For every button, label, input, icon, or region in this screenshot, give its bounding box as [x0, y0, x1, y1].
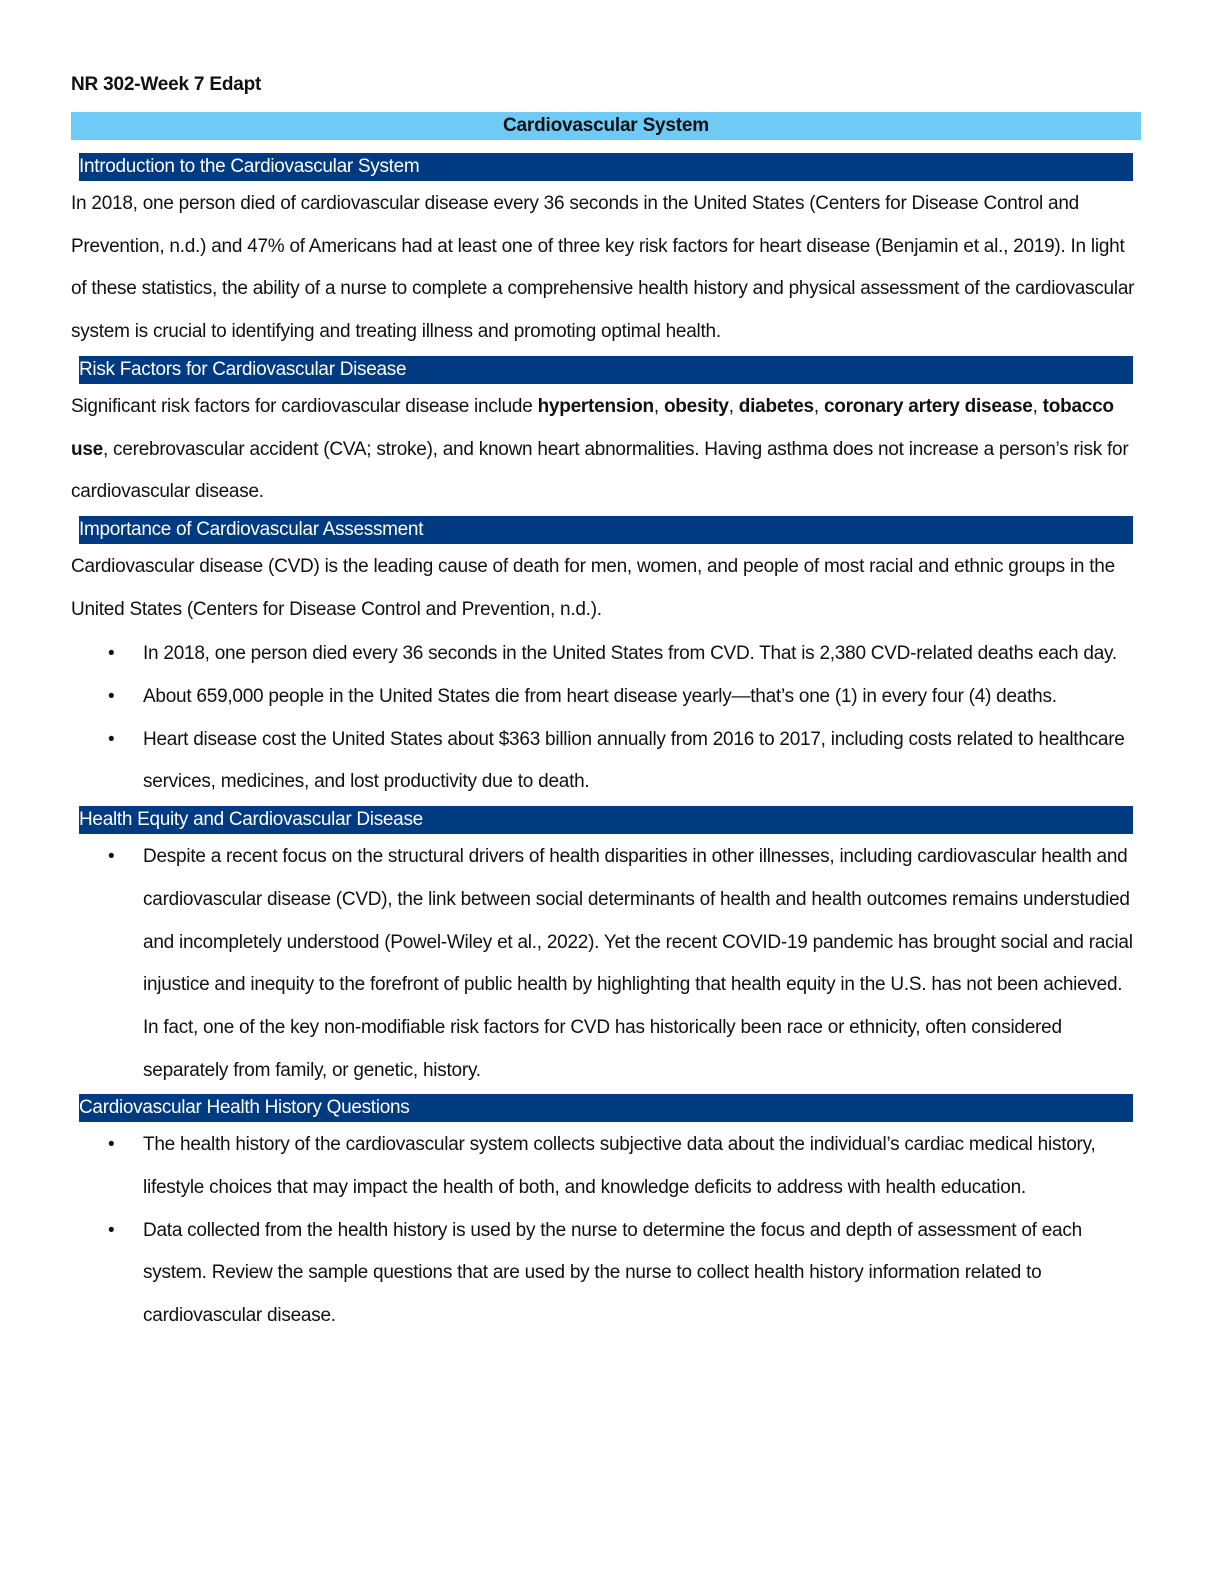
list-item	[71, 1210, 1141, 1338]
section-heading-importance: Importance of Cardiovascular Assessment	[79, 516, 1133, 544]
bullet-icon: •	[108, 686, 115, 708]
risk-sep-4: ,	[1032, 395, 1043, 417]
document-title: NR 302-Week 7 Edapt	[71, 74, 262, 95]
risk-tail: , cerebrovascular accident (CVA; stroke), and known heart abnormalities. Having asthma does not increase a person’s risk for cardiovascular disease.	[71, 438, 1129, 503]
bullet-text: About 659,000 people in the United States die from heart disease yearly—that’s one (1) in every four (4) deaths.	[143, 686, 1057, 708]
risk-sep-3: ,	[813, 395, 824, 417]
bullet-icon: •	[108, 728, 115, 750]
document-page	[71, 70, 1141, 1340]
list-item	[71, 719, 1141, 804]
bullet-icon: •	[108, 846, 115, 868]
list-item	[71, 836, 1141, 1092]
importance-bullet-list	[71, 633, 1141, 804]
risk-obesity: obesity	[663, 395, 729, 417]
main-banner: Cardiovascular System	[71, 112, 1141, 140]
bullet-text: In 2018, one person died every 36 seconds in the United States from CVD. That is 2,380 CVD-related deaths each day.	[143, 643, 1117, 665]
history-bullet-list	[71, 1124, 1141, 1338]
list-item	[71, 676, 1141, 719]
risk-coronary-artery-disease: coronary artery disease	[823, 395, 1033, 417]
risk-tobacco-use: tobacco use	[71, 395, 1114, 460]
bullet-icon: •	[108, 1219, 115, 1241]
risk-sep-2: ,	[728, 395, 739, 417]
bullet-icon: •	[108, 1134, 115, 1156]
risk-factors-paragraph	[71, 386, 1141, 514]
importance-paragraph: Cardiovascular disease (CVD) is the leading cause of death for men, women, and people of most racial and ethnic groups in the United States (Centers for Disease Control and Prevention, n.d.).	[71, 555, 1115, 620]
list-item	[71, 633, 1141, 676]
section-heading-risk-factors: Risk Factors for Cardiovascular Disease	[79, 356, 1133, 384]
bullet-text: Heart disease cost the United States about $363 billion annually from 2016 to 2017, including costs related to healthcare services, medicines, and lost productivity due to death.	[143, 728, 1125, 793]
section-heading-health-equity: Health Equity and Cardiovascular Disease	[79, 806, 1133, 834]
risk-lead: Significant risk factors for cardiovascular disease include	[71, 395, 538, 417]
intro-paragraph: In 2018, one person died of cardiovascular disease every 36 seconds in the United States (Centers for Disease Control and Prevention, n.d.) and 47% of Americans had at least one of three key risk factors for heart disease (Benjamin et al., 2019). In light of these statistics, the ability of a nurse to complete a comprehensive health history and physical assessment of the cardiovascular system is crucial to identifying and treating illness and promoting optimal health.	[71, 193, 1135, 343]
section-heading-health-history: Cardiovascular Health History Questions	[79, 1094, 1133, 1122]
risk-hypertension: hypertension	[537, 395, 654, 417]
equity-bullet-list	[71, 836, 1141, 1092]
list-item	[71, 1124, 1141, 1209]
bullet-text: The health history of the cardiovascular system collects subjective data about the individual’s cardiac medical history, lifestyle choices that may impact the health of both, and knowledge deficits to address with health education.	[143, 1134, 1096, 1199]
bullet-text: Data collected from the health history is used by the nurse to determine the focus and depth of assessment of each system. Review the sample questions that are used by the nurse to collect health history information related to cardiovascular disease.	[143, 1219, 1082, 1327]
bullet-icon: •	[108, 643, 115, 665]
risk-sep-1: ,	[653, 395, 664, 417]
risk-diabetes: diabetes	[738, 395, 814, 417]
bullet-text: Despite a recent focus on the structural drivers of health disparities in other illnesses, including cardiovascular health and cardiovascular disease (CVD), the link between social determinants of health and health outcomes remains understudied and incompletely understood (Powel-Wiley et al., 2022). Yet the recent COVID-19 pandemic has brought social and racial injustice and inequity to the forefront of public health by highlighting that health equity in the U.S. has not been achieved. In fact, one of the key non-modifiable risk factors for CVD has historically been race or ethnicity, often considered separately from family, or genetic, history.	[143, 846, 1133, 1081]
section-heading-intro: Introduction to the Cardiovascular System	[79, 153, 1133, 181]
